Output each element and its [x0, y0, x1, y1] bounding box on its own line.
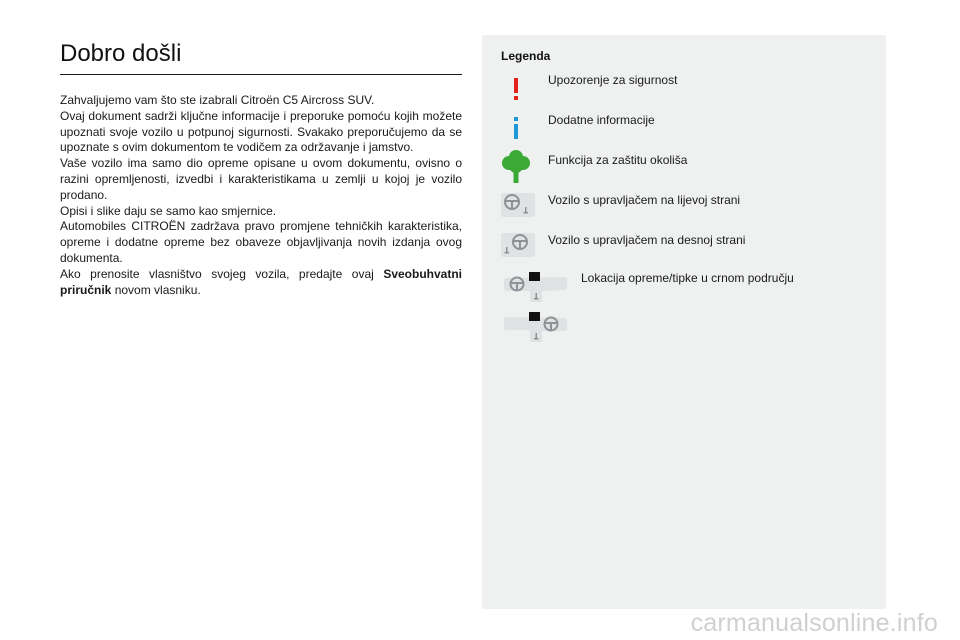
environment-tree-icon: [502, 150, 530, 189]
legend-panel: [482, 35, 886, 609]
intro-paragraph-guidance: Opisi i slike daju se samo kao smjernice.: [60, 203, 277, 218]
info-i-icon: [510, 116, 522, 145]
legend-label-environment: Funkcija za zaštitu okoliša: [548, 153, 688, 167]
watermark-text: carmanualsonline.info: [690, 609, 938, 637]
intro-paragraph-equipment: Vaše vozilo ima samo dio opreme opisane u ovom dokumentu, ovisno o razini opremljenosti, izvedbi i karakteristikama u zemlji u kojoj je vozilo prodano.: [60, 156, 462, 202]
legend-label-left-hand-drive: Vozilo s upravljačem na lijevoj strani: [548, 193, 741, 207]
welcome-section: [60, 30, 462, 298]
equipment-location-rhd-icon: [502, 311, 568, 348]
comprehensive-manual-name: Sveobuhvatni priručnik: [60, 266, 462, 297]
left-hand-drive-icon: [500, 192, 536, 223]
intro-text: [60, 93, 462, 298]
warning-exclamation-icon: [510, 77, 522, 106]
legend-title: Legenda: [501, 49, 551, 63]
page-title: Dobro došli: [60, 40, 182, 67]
intro-paragraph-document: Ovaj dokument sadrži ključne informacije i preporuke pomoću kojih možete upoznati svoje vozilo u potpunoj sigurnosti. Svakako preporučujemo da se upoznate s ovim dokumentom te vodičem za održavanje i jamstvo.: [60, 108, 462, 155]
legend-label-right-hand-drive: Vozilo s upravljačem na desnoj strani: [548, 233, 746, 247]
intro-paragraph-rights: Automobiles CITROËN zadržava pravo promjene tehničkih karakteristika, opreme i dodatne opreme bez obaveze objavljivanja novih izdanja ovog dokumenta.: [60, 219, 462, 265]
right-hand-drive-icon: [500, 232, 536, 263]
intro-paragraph-thanks: Zahvaljujemo vam što ste izabrali Citroën C5 Aircross SUV.: [60, 93, 375, 107]
equipment-location-lhd-icon: [502, 271, 568, 308]
legend-label-info: Dodatne informacije: [548, 113, 655, 127]
intro-paragraph-ownership: [60, 267, 462, 299]
legend-label-warning: Upozorenje za sigurnost: [548, 73, 678, 87]
title-divider: [60, 74, 462, 75]
legend-label-equipment-location: Lokacija opreme/tipke u crnom području: [581, 271, 794, 285]
ownership-text-end: novom vlasniku.: [111, 282, 201, 297]
ownership-text-start: Ako prenosite vlasništvo svojeg vozila, predajte ovaj: [60, 266, 384, 281]
